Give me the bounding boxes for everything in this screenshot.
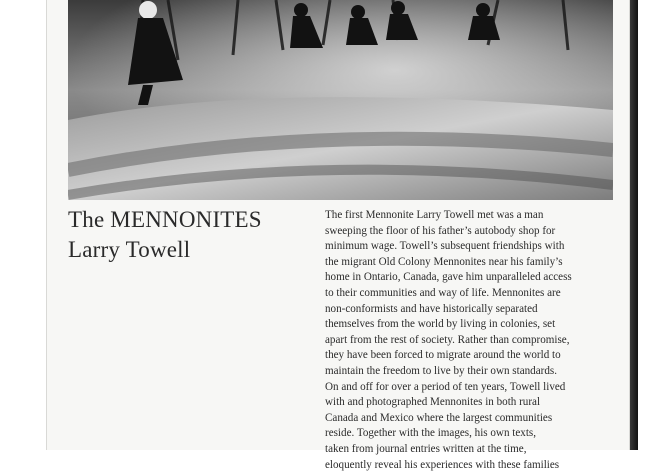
description-line: the migrant Old Colony Mennonites near his family’s (325, 255, 615, 271)
description-line: maintain the freedom to live by their own standards. (325, 364, 615, 380)
book-title: The MENNONITES (68, 205, 318, 235)
book-back-cover (46, 0, 630, 450)
book-description (325, 208, 615, 473)
description-line: Canada and Mexico where the largest communities (325, 411, 615, 427)
description-line: reside. Together with the images, his own texts, (325, 426, 615, 442)
book-author: Larry Towell (68, 235, 318, 265)
title-block (68, 205, 318, 265)
book-edge (630, 0, 638, 450)
description-line: apart from the rest of society. Rather than compromise, (325, 333, 615, 349)
description-line: minimum wage. Towell’s subsequent friendships with (325, 239, 615, 255)
description-line: with and photographed Mennonites in both rural (325, 395, 615, 411)
description-line: eloquently reveal his experiences with these families (325, 458, 615, 473)
description-line: home in Ontario, Canada, gave him unparalleled access (325, 270, 615, 286)
cover-photograph (68, 0, 613, 200)
description-line: On and off for over a period of ten years, Towell lived (325, 380, 615, 396)
description-line: taken from journal entries written at the time, (325, 442, 615, 458)
description-line: non-conformists and have historically separated (325, 302, 615, 318)
description-line: to their communities and way of life. Mennonites are (325, 286, 615, 302)
description-line: they have been forced to migrate around the world to (325, 348, 615, 364)
description-line: The first Mennonite Larry Towell met was a man (325, 208, 615, 224)
description-line: sweeping the floor of his father’s autobody shop for (325, 224, 615, 240)
description-line: themselves from the world by living in colonies, set (325, 317, 615, 333)
